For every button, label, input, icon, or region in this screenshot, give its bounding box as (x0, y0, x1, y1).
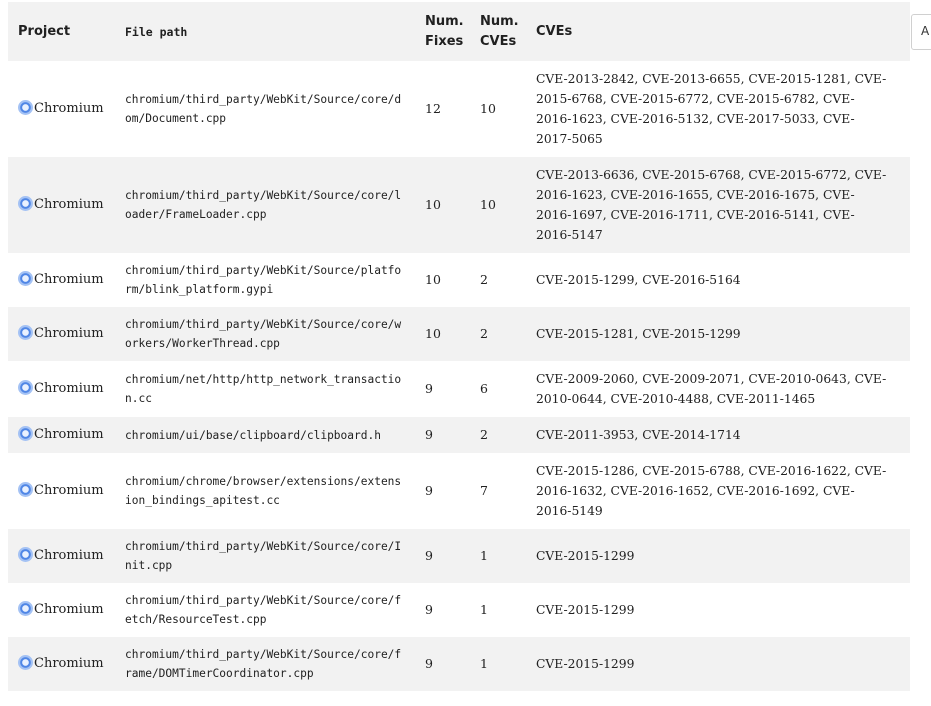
project-cell (8, 61, 115, 157)
project-name: Chromium (34, 197, 104, 212)
num-cves-cell: 1 (470, 637, 526, 691)
num-cves-cell: 2 (470, 253, 526, 307)
num-cves-cell: 1 (470, 583, 526, 637)
file-path-cell: chromium/third_party/WebKit/Source/core/dom/Document.cpp (115, 61, 415, 157)
file-path-cell: chromium/ui/base/clipboard/clipboard.h (115, 417, 415, 453)
project-name: Chromium (34, 326, 104, 341)
project-cell (8, 361, 115, 417)
num-fixes-cell: 9 (415, 361, 470, 417)
chromium-icon (18, 325, 33, 340)
chromium-icon (18, 547, 33, 562)
num-fixes-cell: 10 (415, 157, 470, 253)
cve-list-cell: CVE-2009-2060, CVE-2009-2071, CVE-2010-0643, CVE-2010-0644, CVE-2010-4488, CVE-2011-1465 (526, 361, 910, 417)
header-num-fixes[interactable]: Num. Fixes (415, 2, 470, 61)
table-body (8, 61, 910, 691)
num-cves-cell: 2 (470, 307, 526, 361)
num-fixes-cell: 9 (415, 417, 470, 453)
project-cell (8, 529, 115, 583)
cve-list-cell: CVE-2015-1299 (526, 529, 910, 583)
cve-list-cell: CVE-2011-3953, CVE-2014-1714 (526, 417, 910, 453)
project-name: Chromium (34, 101, 104, 116)
num-cves-cell: 1 (470, 529, 526, 583)
cve-fixes-table (8, 2, 910, 691)
num-cves-cell: 10 (470, 61, 526, 157)
num-fixes-cell: 12 (415, 61, 470, 157)
table-row (8, 583, 910, 637)
project-cell (8, 453, 115, 529)
project-name: Chromium (34, 483, 104, 498)
cve-list-cell: CVE-2015-1299, CVE-2016-5164 (526, 253, 910, 307)
num-fixes-cell: 10 (415, 307, 470, 361)
header-file-path[interactable]: File path (115, 2, 415, 61)
table-row (8, 61, 910, 157)
table-row (8, 253, 910, 307)
chromium-icon (18, 271, 33, 286)
table-row (8, 637, 910, 691)
project-name: Chromium (34, 602, 104, 617)
project-name: Chromium (34, 548, 104, 563)
file-path-cell: chromium/third_party/WebKit/Source/platform/blink_platform.gypi (115, 253, 415, 307)
num-cves-cell: 6 (470, 361, 526, 417)
num-fixes-cell: 9 (415, 453, 470, 529)
header-cves[interactable]: CVEs (526, 2, 910, 61)
file-path-cell: chromium/third_party/WebKit/Source/core/Init.cpp (115, 529, 415, 583)
num-cves-cell: 7 (470, 453, 526, 529)
table-row (8, 307, 910, 361)
project-cell (8, 157, 115, 253)
chromium-icon (18, 601, 33, 616)
project-name: Chromium (34, 381, 104, 396)
file-path-cell: chromium/chrome/browser/extensions/extension_bindings_apitest.cc (115, 453, 415, 529)
project-cell (8, 583, 115, 637)
num-cves-cell: 10 (470, 157, 526, 253)
chromium-icon (18, 100, 33, 115)
table-header (8, 2, 910, 61)
project-cell (8, 307, 115, 361)
num-fixes-cell: 9 (415, 529, 470, 583)
cve-list-cell: CVE-2015-1299 (526, 637, 910, 691)
chromium-icon (18, 196, 33, 211)
num-cves-cell: 2 (470, 417, 526, 453)
chromium-icon (18, 482, 33, 497)
chromium-icon (18, 655, 33, 670)
file-path-cell: chromium/third_party/WebKit/Source/core/workers/WorkerThread.cpp (115, 307, 415, 361)
table-row (8, 417, 910, 453)
project-name: Chromium (34, 427, 104, 442)
project-cell (8, 253, 115, 307)
header-num-cves[interactable]: Num. CVEs (470, 2, 526, 61)
project-name: Chromium (34, 656, 104, 671)
cve-list-cell: CVE-2013-6636, CVE-2015-6768, CVE-2015-6772, CVE-2016-1623, CVE-2016-1655, CVE-2016-1675, CVE-2016-1697, CVE-2016-1711, CVE-2016-5141, CVE-2016-5147 (526, 157, 910, 253)
table-row (8, 157, 910, 253)
cve-list-cell: CVE-2015-1281, CVE-2015-1299 (526, 307, 910, 361)
project-cell (8, 637, 115, 691)
chromium-icon (18, 380, 33, 395)
table-row (8, 529, 910, 583)
project-name: Chromium (34, 272, 104, 287)
file-path-cell: chromium/third_party/WebKit/Source/core/frame/DOMTimerCoordinator.cpp (115, 637, 415, 691)
side-button[interactable]: A (911, 14, 931, 50)
cve-table-container (8, 2, 910, 691)
cve-list-cell: CVE-2015-1299 (526, 583, 910, 637)
num-fixes-cell: 9 (415, 637, 470, 691)
project-cell (8, 417, 115, 453)
file-path-cell: chromium/third_party/WebKit/Source/core/loader/FrameLoader.cpp (115, 157, 415, 253)
cve-list-cell: CVE-2013-2842, CVE-2013-6655, CVE-2015-1281, CVE-2015-6768, CVE-2015-6772, CVE-2015-6782, CVE-2016-1623, CVE-2016-5132, CVE-2017-5033, CVE-2017-5065 (526, 61, 910, 157)
cve-list-cell: CVE-2015-1286, CVE-2015-6788, CVE-2016-1622, CVE-2016-1632, CVE-2016-1652, CVE-2016-1692, CVE-2016-5149 (526, 453, 910, 529)
table-row (8, 453, 910, 529)
table-row (8, 361, 910, 417)
num-fixes-cell: 10 (415, 253, 470, 307)
file-path-cell: chromium/third_party/WebKit/Source/core/fetch/ResourceTest.cpp (115, 583, 415, 637)
num-fixes-cell: 9 (415, 583, 470, 637)
file-path-cell: chromium/net/http/http_network_transaction.cc (115, 361, 415, 417)
header-project[interactable]: Project (8, 2, 115, 61)
chromium-icon (18, 426, 33, 441)
